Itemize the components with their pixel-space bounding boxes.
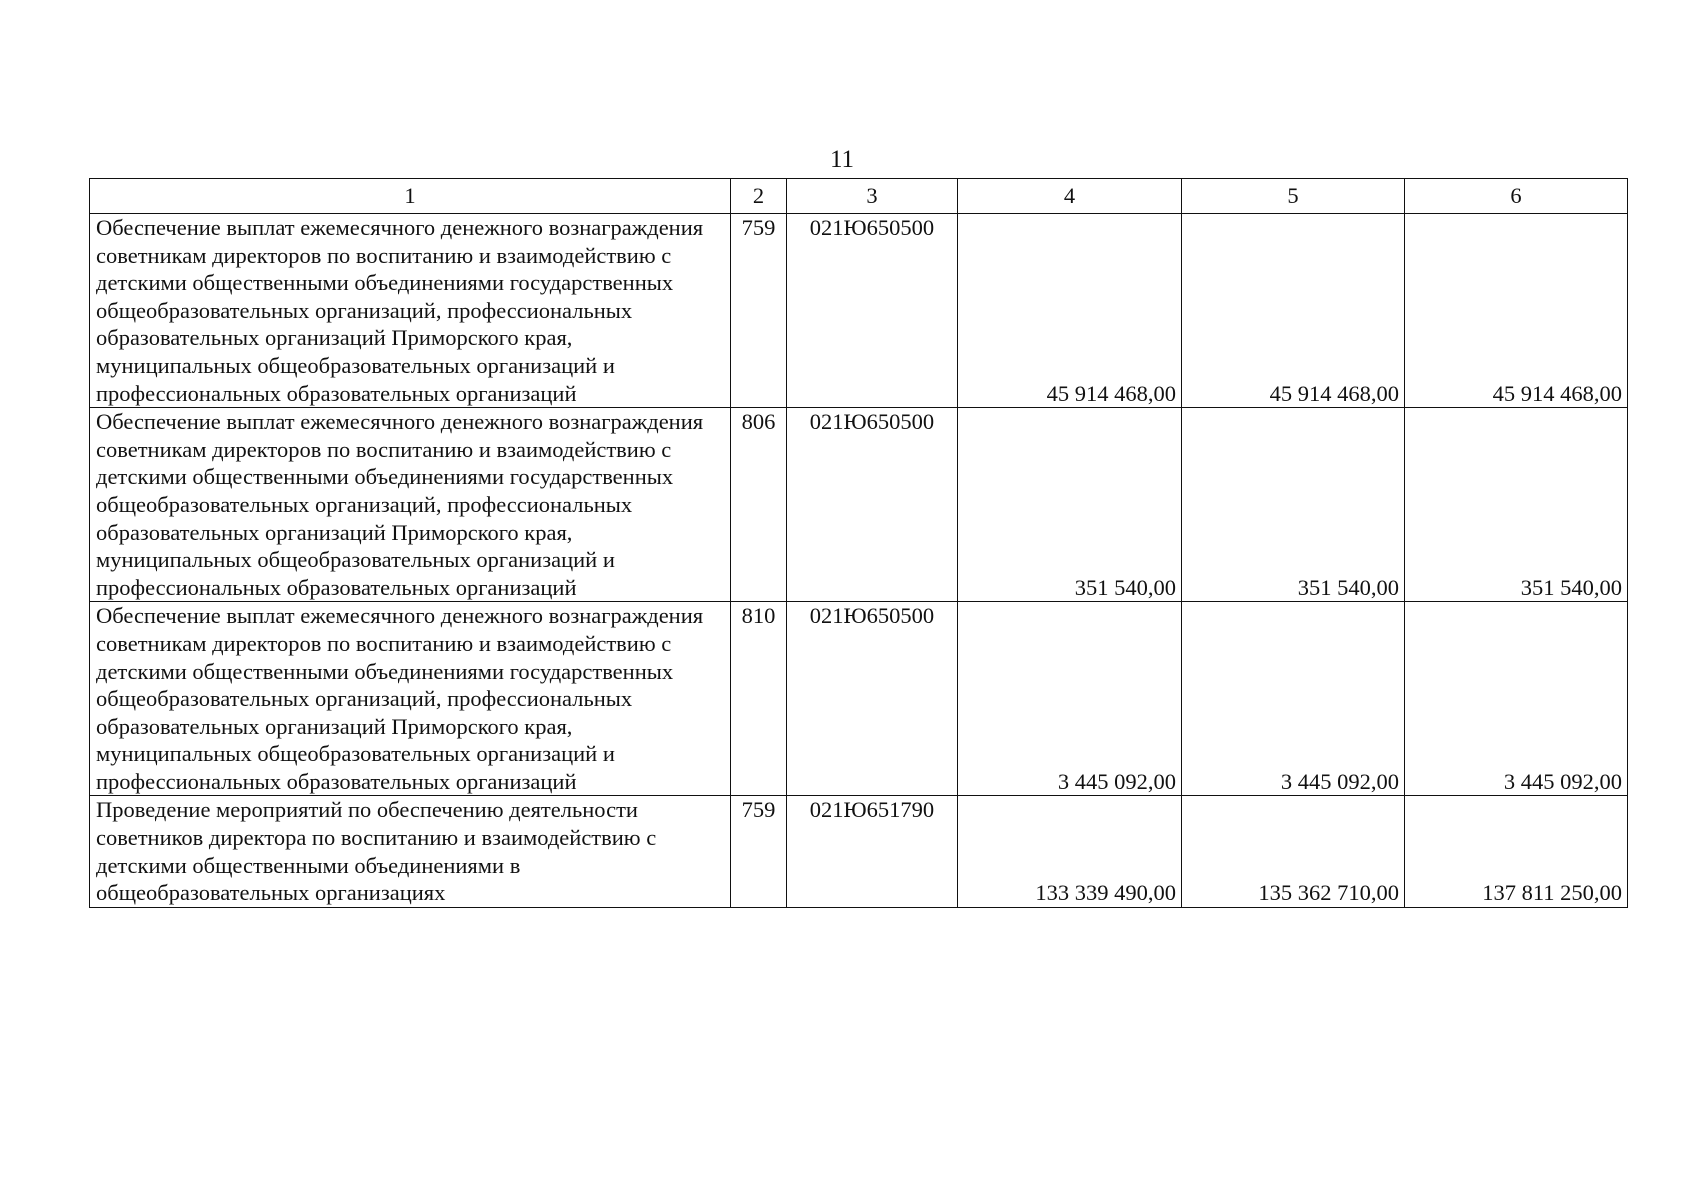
header-cell-4: 4 xyxy=(958,179,1182,214)
row-value-2: 3 445 092,00 xyxy=(1182,602,1405,796)
header-cell-5: 5 xyxy=(1182,179,1405,214)
row-name: Обеспечение выплат ежемесячного денежного вознаграждения советникам директоров по воспитанию и взаимодействию с детскими общественными объединениями государственных общеобразовательных организаций, профессиональных образовательных организаций Приморского края, муниципальных общеобразовательных организаций и профессиональных образовательных организаций xyxy=(90,602,731,796)
row-csr: 021Ю650500 xyxy=(787,602,958,796)
table-row xyxy=(90,602,1628,796)
row-name: Обеспечение выплат ежемесячного денежного вознаграждения советникам директоров по воспитанию и взаимодействию с детскими общественными объединениями государственных общеобразовательных организаций, профессиональных образовательных организаций Приморского края, муниципальных общеобразовательных организаций и профессиональных образовательных организаций xyxy=(90,408,731,602)
row-value-1: 3 445 092,00 xyxy=(958,602,1182,796)
row-grbs: 759 xyxy=(731,796,787,907)
row-csr: 021Ю650500 xyxy=(787,408,958,602)
row-csr: 021Ю651790 xyxy=(787,796,958,907)
row-value-3: 137 811 250,00 xyxy=(1405,796,1628,907)
row-value-1: 351 540,00 xyxy=(958,408,1182,602)
header-cell-6: 6 xyxy=(1405,179,1628,214)
row-value-1: 45 914 468,00 xyxy=(958,214,1182,408)
row-value-3: 351 540,00 xyxy=(1405,408,1628,602)
header-cell-3: 3 xyxy=(787,179,958,214)
row-value-2: 351 540,00 xyxy=(1182,408,1405,602)
row-name: Проведение мероприятий по обеспечению деятельности советников директора по воспитанию и взаимодействию с детскими общественными объединениями в общеобразовательных организациях xyxy=(90,796,731,907)
page-number: 11 xyxy=(829,146,855,173)
row-csr: 021Ю650500 xyxy=(787,214,958,408)
header-cell-2: 2 xyxy=(731,179,787,214)
row-name: Обеспечение выплат ежемесячного денежного вознаграждения советникам директоров по воспитанию и взаимодействию с детскими общественными объединениями государственных общеобразовательных организаций, профессиональных образовательных организаций Приморского края, муниципальных общеобразовательных организаций и профессиональных образовательных организаций xyxy=(90,214,731,408)
table-row xyxy=(90,796,1628,907)
row-value-2: 135 362 710,00 xyxy=(1182,796,1405,907)
header-row xyxy=(90,179,1628,214)
row-grbs: 810 xyxy=(731,602,787,796)
row-grbs: 806 xyxy=(731,408,787,602)
budget-table xyxy=(89,178,1628,908)
row-value-1: 133 339 490,00 xyxy=(958,796,1182,907)
table-row xyxy=(90,214,1628,408)
row-grbs: 759 xyxy=(731,214,787,408)
header-cell-1: 1 xyxy=(90,179,731,214)
row-value-3: 3 445 092,00 xyxy=(1405,602,1628,796)
row-value-3: 45 914 468,00 xyxy=(1405,214,1628,408)
row-value-2: 45 914 468,00 xyxy=(1182,214,1405,408)
table-row xyxy=(90,408,1628,602)
